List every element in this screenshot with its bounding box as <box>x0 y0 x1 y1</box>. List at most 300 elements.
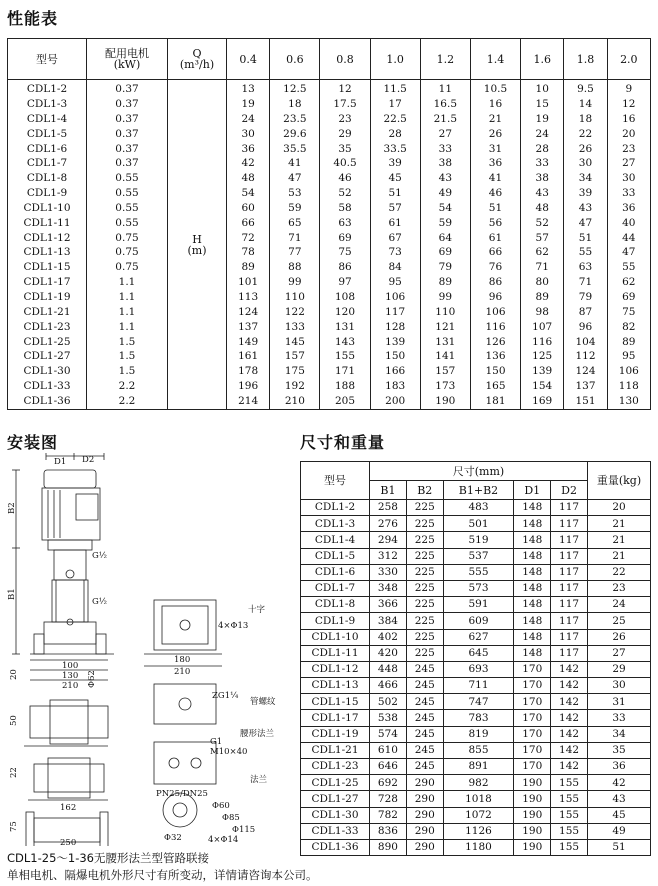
head-value-cell: 86 <box>320 260 370 275</box>
head-value-cell: 18 <box>564 112 607 127</box>
dims-value-cell: 148 <box>514 532 551 548</box>
model-cell: CDL1-4 <box>8 112 87 127</box>
dims-value-cell: 245 <box>406 678 443 694</box>
dims-value-cell: 225 <box>406 629 443 645</box>
performance-row <box>8 80 651 97</box>
label-b1: B1 <box>7 588 17 600</box>
head-value-cell: 150 <box>470 364 520 379</box>
head-value-cell: 49 <box>420 186 470 201</box>
dims-value-cell: 148 <box>514 564 551 580</box>
dims-value-cell: 245 <box>406 759 443 775</box>
dims-row <box>301 532 651 548</box>
head-value-cell: 26 <box>470 127 520 142</box>
performance-row <box>8 230 651 245</box>
header-motor <box>87 39 168 80</box>
performance-row <box>8 349 651 364</box>
head-value-cell: 157 <box>420 364 470 379</box>
dims-value-cell: 294 <box>370 532 407 548</box>
performance-row <box>8 201 651 216</box>
head-value-cell: 71 <box>521 260 564 275</box>
head-value-cell: 116 <box>521 334 564 349</box>
head-value-cell: 116 <box>470 320 520 335</box>
dims-value-cell: 225 <box>406 532 443 548</box>
head-value-cell: 76 <box>470 260 520 275</box>
dims-value-cell: 290 <box>406 839 443 855</box>
dims-value-cell: 466 <box>370 678 407 694</box>
head-value-cell: 99 <box>270 275 320 290</box>
label-phi60: Φ60 <box>212 801 230 811</box>
dims-value-cell: 537 <box>443 548 514 564</box>
head-value-cell: 52 <box>521 216 564 231</box>
head-value-cell: 69 <box>607 290 650 305</box>
performance-header-row <box>8 39 651 80</box>
head-value-cell: 30 <box>607 171 650 186</box>
label-phi85: Φ85 <box>222 813 240 823</box>
dims-model-cell: CDL1-30 <box>301 807 370 823</box>
head-value-cell: 63 <box>564 260 607 275</box>
motor-cell: 0.75 <box>87 245 168 260</box>
dims-value-cell: 448 <box>370 661 407 677</box>
dims-value-cell: 170 <box>514 694 551 710</box>
label-cross: 十字 <box>248 605 266 615</box>
dims-weight-cell: 45 <box>588 807 651 823</box>
threaded-side-view <box>9 700 108 746</box>
label-flange: 法兰 <box>250 775 268 785</box>
motor-cell: 1.5 <box>87 334 168 349</box>
head-value-cell: 27 <box>420 127 470 142</box>
dims-weight-cell: 21 <box>588 532 651 548</box>
dims-value-cell: 190 <box>514 823 551 839</box>
head-value-cell: 143 <box>320 334 370 349</box>
performance-row <box>8 186 651 201</box>
head-value-cell: 28 <box>521 141 564 156</box>
head-value-cell: 80 <box>521 275 564 290</box>
model-cell: CDL1-30 <box>8 364 87 379</box>
label-phi62: Φ62 <box>87 670 97 688</box>
dims-subheader-cell: B1 <box>370 481 407 500</box>
head-value-cell: 188 <box>320 379 370 394</box>
dims-model-cell: CDL1-19 <box>301 726 370 742</box>
head-value-cell: 20 <box>607 127 650 142</box>
dims-value-cell: 290 <box>406 775 443 791</box>
dims-value-cell: 747 <box>443 694 514 710</box>
head-value-cell: 166 <box>370 364 420 379</box>
head-value-cell: 19 <box>227 97 270 112</box>
head-value-cell: 57 <box>370 201 420 216</box>
performance-row <box>8 320 651 335</box>
head-value-cell: 101 <box>227 275 270 290</box>
dims-model-cell: CDL1-23 <box>301 759 370 775</box>
label-holes-a: 4×Φ13 <box>218 621 249 631</box>
motor-cell: 0.55 <box>87 186 168 201</box>
dims-row <box>301 807 651 823</box>
head-value-cell: 210 <box>270 394 320 409</box>
dims-value-cell: 711 <box>443 678 514 694</box>
performance-row <box>8 305 651 320</box>
dims-value-cell: 290 <box>406 807 443 823</box>
header-model: 型号 <box>8 39 87 80</box>
head-value-cell: 77 <box>270 245 320 260</box>
dims-value-cell: 155 <box>551 823 588 839</box>
head-value-cell: 48 <box>521 201 564 216</box>
head-value-cell: 12 <box>320 80 370 97</box>
dims-value-cell: 891 <box>443 759 514 775</box>
model-cell: CDL1-15 <box>8 260 87 275</box>
performance-row <box>8 275 651 290</box>
dims-weight-cell: 23 <box>588 580 651 596</box>
head-value-cell: 21 <box>470 112 520 127</box>
performance-body <box>8 80 651 410</box>
head-value-cell: 117 <box>370 305 420 320</box>
head-value-cell: 69 <box>320 230 370 245</box>
head-value-cell: 51 <box>470 201 520 216</box>
model-cell: CDL1-2 <box>8 80 87 97</box>
head-value-cell: 11.5 <box>370 80 420 97</box>
head-value-cell: 73 <box>370 245 420 260</box>
dims-value-cell: 170 <box>514 710 551 726</box>
head-value-cell: 53 <box>270 186 320 201</box>
head-value-cell: 61 <box>370 216 420 231</box>
dims-row <box>301 742 651 758</box>
model-cell: CDL1-8 <box>8 171 87 186</box>
performance-table <box>7 38 651 410</box>
dims-value-cell: 190 <box>514 775 551 791</box>
dims-value-cell: 245 <box>406 694 443 710</box>
dims-value-cell: 646 <box>370 759 407 775</box>
model-cell: CDL1-21 <box>8 305 87 320</box>
dims-value-cell: 1018 <box>443 791 514 807</box>
head-value-cell: 88 <box>270 260 320 275</box>
head-value-cell: 9.5 <box>564 80 607 97</box>
dims-value-cell: 148 <box>514 500 551 516</box>
dims-value-cell: 290 <box>406 791 443 807</box>
model-cell: CDL1-12 <box>8 230 87 245</box>
head-value-cell: 139 <box>521 364 564 379</box>
dims-weight-cell: 20 <box>588 500 651 516</box>
model-cell: CDL1-3 <box>8 97 87 112</box>
dims-value-cell: 555 <box>443 564 514 580</box>
note-line-2: 单相电机、隔爆电机外形尺寸有所变动，详情请咨询本公司。 <box>7 868 318 882</box>
head-value-cell: 66 <box>470 245 520 260</box>
dims-value-cell: 1126 <box>443 823 514 839</box>
head-value-cell: 64 <box>420 230 470 245</box>
head-value-cell: 65 <box>270 216 320 231</box>
head-value-cell: 118 <box>607 379 650 394</box>
head-value-cell: 11 <box>420 80 470 97</box>
head-value-cell: 30 <box>564 156 607 171</box>
label-250: 250 <box>60 838 77 846</box>
header-flow-unit: (m³/h) <box>179 58 215 71</box>
dims-value-cell: 142 <box>551 742 588 758</box>
head-value-cell: 89 <box>420 275 470 290</box>
head-value-cell: 175 <box>270 364 320 379</box>
head-value-cell: 157 <box>270 349 320 364</box>
dims-value-cell: 142 <box>551 710 588 726</box>
dims-value-cell: 117 <box>551 516 588 532</box>
head-value-cell: 145 <box>270 334 320 349</box>
head-value-cell: 124 <box>227 305 270 320</box>
head-value-cell: 78 <box>227 245 270 260</box>
head-value-cell: 45 <box>370 171 420 186</box>
dims-row <box>301 661 651 677</box>
dims-weight-cell: 42 <box>588 775 651 791</box>
head-value-cell: 38 <box>521 171 564 186</box>
dims-value-cell: 610 <box>370 742 407 758</box>
dims-weight-cell: 51 <box>588 839 651 855</box>
dims-subheader-cell: D2 <box>551 481 588 500</box>
dimensions-table <box>300 461 651 856</box>
head-value-cell: 89 <box>607 334 650 349</box>
head-value-cell: 36 <box>470 156 520 171</box>
head-value-cell: 19 <box>521 112 564 127</box>
head-value-cell: 79 <box>420 260 470 275</box>
dims-model-cell: CDL1-2 <box>301 500 370 516</box>
head-value-cell: 67 <box>370 230 420 245</box>
dims-value-cell: 693 <box>443 661 514 677</box>
dims-value-cell: 348 <box>370 580 407 596</box>
dims-value-cell: 142 <box>551 726 588 742</box>
performance-row <box>8 379 651 394</box>
header-flow <box>168 39 227 80</box>
motor-cell: 2.2 <box>87 379 168 394</box>
dims-value-cell: 117 <box>551 564 588 580</box>
head-value-cell: 173 <box>420 379 470 394</box>
head-value-cell: 165 <box>470 379 520 394</box>
dims-value-cell: 225 <box>406 548 443 564</box>
dims-value-cell: 148 <box>514 597 551 613</box>
performance-row <box>8 171 651 186</box>
round-flange-side-view <box>9 812 108 846</box>
head-value-cell: 110 <box>270 290 320 305</box>
head-value-cell: 46 <box>320 171 370 186</box>
dims-model-cell: CDL1-10 <box>301 629 370 645</box>
performance-row <box>8 112 651 127</box>
dims-value-cell: 245 <box>406 726 443 742</box>
head-value-cell: 149 <box>227 334 270 349</box>
dims-model-cell: CDL1-8 <box>301 597 370 613</box>
head-value-cell: 75 <box>607 305 650 320</box>
dims-model-cell: CDL1-3 <box>301 516 370 532</box>
head-value-cell: 41 <box>470 171 520 186</box>
motor-cell: 0.37 <box>87 127 168 142</box>
dims-model-cell: CDL1-12 <box>301 661 370 677</box>
head-value-cell: 59 <box>270 201 320 216</box>
dims-value-cell: 170 <box>514 678 551 694</box>
head-value-cell: 62 <box>521 245 564 260</box>
dims-value-cell: 142 <box>551 678 588 694</box>
dims-weight-cell: 30 <box>588 678 651 694</box>
head-value-cell: 40.5 <box>320 156 370 171</box>
label-162: 162 <box>60 803 77 813</box>
head-value-cell: 178 <box>227 364 270 379</box>
motor-cell: 1.5 <box>87 364 168 379</box>
dims-model-cell: CDL1-27 <box>301 791 370 807</box>
note-line-1: CDL1-25～1-36无腰形法兰型管路联接 <box>7 851 209 865</box>
head-value-cell: 38 <box>420 156 470 171</box>
label-zg: ZG1¼ <box>212 691 239 701</box>
head-value-cell: 13 <box>227 80 270 97</box>
header-motor-unit: (kW) <box>113 58 141 71</box>
label-d2: D2 <box>82 455 95 465</box>
dims-model-cell: CDL1-9 <box>301 613 370 629</box>
head-value-cell: 36 <box>607 201 650 216</box>
dims-value-cell: 148 <box>514 629 551 645</box>
head-value-cell: 10.5 <box>470 80 520 97</box>
head-value-cell: 71 <box>564 275 607 290</box>
header-flow-value: 1.6 <box>521 39 564 80</box>
motor-cell: 1.1 <box>87 290 168 305</box>
head-value-cell: 40 <box>607 216 650 231</box>
head-value-cell: 10 <box>521 80 564 97</box>
head-value-cell: 95 <box>607 349 650 364</box>
head-value-cell: 34 <box>564 171 607 186</box>
head-value-cell: 61 <box>470 230 520 245</box>
model-cell: CDL1-27 <box>8 349 87 364</box>
header-flow-value: 2.0 <box>607 39 650 80</box>
dims-row <box>301 791 651 807</box>
head-value-cell: 196 <box>227 379 270 394</box>
motor-cell: 1.1 <box>87 320 168 335</box>
head-value-cell: 51 <box>370 186 420 201</box>
dims-value-cell: 148 <box>514 548 551 564</box>
dims-value-cell: 855 <box>443 742 514 758</box>
dims-weight-cell: 34 <box>588 726 651 742</box>
dims-row <box>301 710 651 726</box>
performance-row <box>8 245 651 260</box>
head-value-cell: 113 <box>227 290 270 305</box>
label-m10: M10×40 <box>210 747 248 757</box>
label-22: 22 <box>9 767 19 778</box>
dims-weight-cell: 26 <box>588 629 651 645</box>
head-value-cell: 89 <box>227 260 270 275</box>
head-value-cell: 22 <box>564 127 607 142</box>
head-value-cell: 69 <box>420 245 470 260</box>
head-value-cell: 58 <box>320 201 370 216</box>
dims-row <box>301 629 651 645</box>
performance-row <box>8 156 651 171</box>
head-value-cell: 121 <box>420 320 470 335</box>
head-value-cell: 110 <box>420 305 470 320</box>
label-g1: G1 <box>210 737 223 747</box>
model-cell: CDL1-6 <box>8 141 87 156</box>
performance-row <box>8 127 651 142</box>
head-value-cell: 79 <box>564 290 607 305</box>
dims-value-cell: 142 <box>551 694 588 710</box>
dims-model-cell: CDL1-5 <box>301 548 370 564</box>
head-value-cell: 171 <box>320 364 370 379</box>
head-value-cell: 169 <box>521 394 564 409</box>
head-value-cell: 33 <box>521 156 564 171</box>
head-value-cell: 99 <box>420 290 470 305</box>
head-value-cell: 47 <box>607 245 650 260</box>
head-value-cell: 18 <box>270 97 320 112</box>
dims-model-cell: CDL1-4 <box>301 532 370 548</box>
label-g-top: G½ <box>92 551 108 561</box>
dims-weight-cell: 31 <box>588 694 651 710</box>
head-value-cell: 150 <box>370 349 420 364</box>
head-value-cell: 33 <box>420 141 470 156</box>
dims-value-cell: 117 <box>551 629 588 645</box>
model-cell: CDL1-5 <box>8 127 87 142</box>
installation-drawing <box>4 448 298 846</box>
motor-cell: 0.37 <box>87 112 168 127</box>
performance-row <box>8 290 651 305</box>
head-value-cell: 72 <box>227 230 270 245</box>
head-value-cell: 107 <box>521 320 564 335</box>
motor-cell: 0.37 <box>87 156 168 171</box>
head-value-cell: 106 <box>607 364 650 379</box>
motor-cell: 0.37 <box>87 141 168 156</box>
dims-value-cell: 1180 <box>443 839 514 855</box>
dims-value-cell: 117 <box>551 532 588 548</box>
head-value-cell: 112 <box>564 349 607 364</box>
motor-cell: 1.1 <box>87 305 168 320</box>
dims-value-cell: 538 <box>370 710 407 726</box>
dims-value-cell: 609 <box>443 613 514 629</box>
head-value-cell: 23 <box>320 112 370 127</box>
dims-title: 尺寸和重量 <box>300 433 386 452</box>
dims-row <box>301 839 651 855</box>
dims-value-cell: 155 <box>551 791 588 807</box>
head-value-cell: 71 <box>270 230 320 245</box>
header-flow-label: Q <box>192 47 202 60</box>
head-value-cell: 14 <box>564 97 607 112</box>
dims-value-cell: 117 <box>551 548 588 564</box>
dims-header-model: 型号 <box>301 462 370 500</box>
head-value-cell: 46 <box>470 186 520 201</box>
base-plan-view <box>144 600 266 677</box>
dims-value-cell: 330 <box>370 564 407 580</box>
dims-weight-cell: 24 <box>588 597 651 613</box>
head-value-cell: 59 <box>420 216 470 231</box>
dims-value-cell: 819 <box>443 726 514 742</box>
dims-value-cell: 225 <box>406 516 443 532</box>
dims-value-cell: 117 <box>551 613 588 629</box>
dims-value-cell: 190 <box>514 791 551 807</box>
dims-value-cell: 573 <box>443 580 514 596</box>
header-flow-value: 1.8 <box>564 39 607 80</box>
threaded-plan-view <box>154 684 276 724</box>
motor-cell: 0.37 <box>87 80 168 97</box>
dims-value-cell: 170 <box>514 661 551 677</box>
dims-weight-cell: 21 <box>588 516 651 532</box>
head-value-cell: 89 <box>521 290 564 305</box>
head-value-cell: 133 <box>270 320 320 335</box>
head-value-cell: 84 <box>370 260 420 275</box>
head-value-cell: 108 <box>320 290 370 305</box>
model-cell: CDL1-11 <box>8 216 87 231</box>
dims-value-cell: 225 <box>406 597 443 613</box>
performance-row <box>8 334 651 349</box>
pump-elevation <box>7 453 114 691</box>
head-value-cell: 136 <box>470 349 520 364</box>
label-phi32: Φ32 <box>164 833 182 843</box>
dims-row <box>301 678 651 694</box>
head-value-cell: 62 <box>607 275 650 290</box>
head-value-cell: 12 <box>607 97 650 112</box>
dims-row <box>301 775 651 791</box>
head-value-cell: 131 <box>320 320 370 335</box>
motor-cell: 2.2 <box>87 394 168 409</box>
head-value-cell: 39 <box>370 156 420 171</box>
dims-weight-cell: 36 <box>588 759 651 775</box>
dims-value-cell: 420 <box>370 645 407 661</box>
head-value-cell: 35.5 <box>270 141 320 156</box>
head-value-cell: 60 <box>227 201 270 216</box>
header-flow-value: 0.6 <box>270 39 320 80</box>
head-value-cell: 200 <box>370 394 420 409</box>
dims-value-cell: 142 <box>551 759 588 775</box>
